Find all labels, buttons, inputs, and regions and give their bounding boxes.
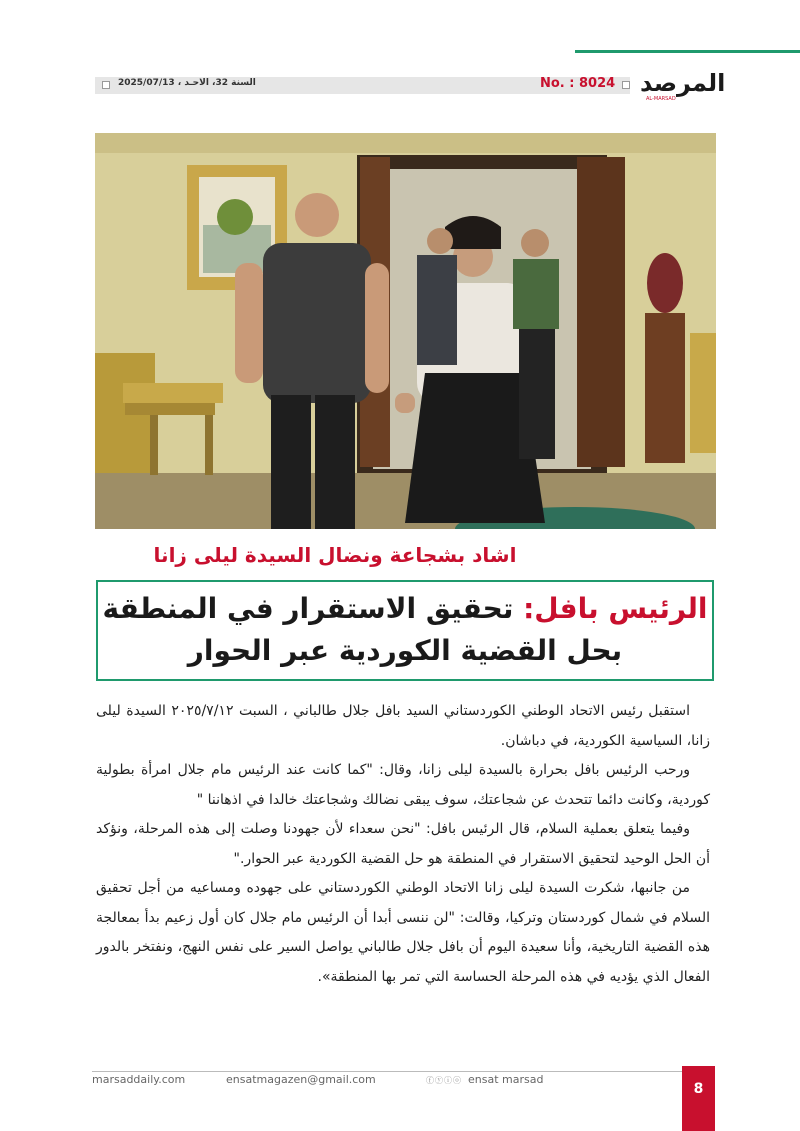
publication-logo — [640, 69, 726, 104]
square-bullet-icon — [622, 81, 630, 89]
logo-subtext: AL-MARSAD — [646, 96, 676, 102]
headline-line-1 — [98, 592, 712, 625]
footer-social-name: ensat marsad — [468, 1073, 544, 1086]
article-photo — [95, 133, 716, 529]
article-paragraph: وفيما يتعلق بعملية السلام، قال الرئيس بافل: "نحن سعداء لأن جهودنا وصلت إلى هذه المرحلة، ونؤكد أن الحل الوحيد لتحقيق الاستقرار في المنطقة هو حل القضية الكوردية عبر الحوار." — [96, 821, 710, 867]
article-paragraph: من جانبها، شكرت السيدة ليلى زانا الاتحاد الوطني الكوردستاني على جهوده ومساعيه من أجل تحقيق السلام في شمال كوردستان وتركيا، وقالت: "لن ننسى أبدا أن الرئيس مام جلال كان أول زعيم بدأ بمعالجة هذه القضية التاريخية، وأنا سعيدة اليوم أن بافل جلال طالباني يواصل السير على نفس النهج، ونفتخر بالدور الفعال الذي يؤديه في هذه المرحلة الحساسة التي تمر بها المنطقة». — [96, 880, 710, 985]
photo-two-people-walking-icon — [95, 133, 716, 529]
headline-main: تحقيق الاستقرار في المنطقة — [102, 592, 514, 625]
page-number: 8 — [682, 1066, 715, 1131]
square-bullet-icon — [102, 81, 110, 89]
footer-divider — [92, 1071, 682, 1072]
issue-date: السنة 32، الاحـد ، 2025/07/13 — [118, 78, 256, 88]
article-paragraph: ورحب الرئيس بافل بحرارة بالسيدة ليلى زانا، وقال: "كما كانت عند الرئيس مام جلال امرأة بطولية كوردية، وكانت دائما تتحدث عن شجاعتك، سوف يبقى نضالك وشجاعتك خالدا في اذهاننا " — [96, 762, 710, 808]
social-media-icons[interactable]: ⓕⓨⓘⓞ — [426, 1076, 462, 1085]
headline-line-2: بحل القضية الكوردية عبر الحوار — [187, 634, 623, 667]
issue-number: No. : 8024 — [540, 76, 616, 91]
footer-email-link[interactable]: ensatmagazen@gmail.com — [226, 1073, 376, 1086]
article-paragraph: استقبل رئيس الاتحاد الوطني الكوردستاني السيد بافل جلال طالباني ، السبت ٢٠٢٥/٧/١٢ السيدة ليلى زانا، السياسية الكوردية، في دباشان. — [96, 703, 710, 749]
headline-box — [96, 580, 714, 681]
article-kicker: اشاد بشجاعة ونضال السيدة ليلى زانا — [153, 543, 517, 567]
header-accent-line — [575, 50, 800, 53]
footer-website-link[interactable]: marsaddaily.com — [92, 1073, 186, 1086]
article-body — [96, 697, 710, 992]
headline-speaker: الرئيس بافل: — [523, 592, 708, 625]
logo-text: المرصد — [640, 69, 726, 97]
